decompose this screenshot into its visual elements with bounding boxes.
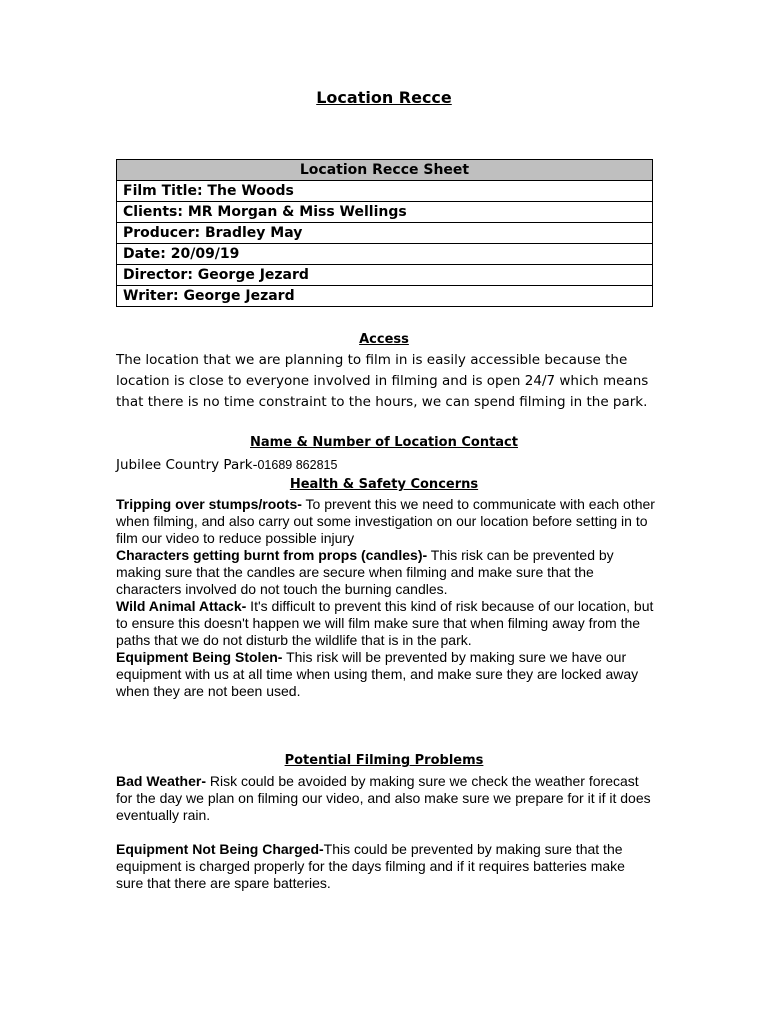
item-label: Wild Animal Attack- xyxy=(116,598,247,614)
list-item xyxy=(116,841,656,892)
health-safety-heading: Health & Safety Concerns xyxy=(289,477,479,492)
table-row xyxy=(117,202,653,223)
table-cell-date: Date: 20/09/19 xyxy=(117,244,653,265)
item-label: Tripping over stumps/roots- xyxy=(116,496,302,512)
table-cell-film-title: Film Title: The Woods xyxy=(117,181,653,202)
access-paragraph: The location that we are planning to film in is easily accessible because the location is close to everyone involved in filming and is open 24/7 which means that there is no time constraint to the hours, we can spend filming in the park. xyxy=(116,352,649,410)
list-item xyxy=(116,773,656,824)
filming-problems-heading: Potential Filming Problems xyxy=(284,753,484,768)
table-header-cell: Location Recce Sheet xyxy=(117,160,653,181)
list-item xyxy=(116,598,656,649)
item-label: Bad Weather- xyxy=(116,773,206,789)
table-row xyxy=(117,244,653,265)
list-item xyxy=(116,547,656,598)
contact-phone: 01689 862815 xyxy=(257,458,338,472)
list-item xyxy=(116,649,656,700)
item-text: To prevent this we need to communicate with each other when filming, and also carry out some investigation on our location before setting in to film our video to reduce possible injury xyxy=(116,496,655,546)
page-title: Location Recce xyxy=(316,88,452,107)
table-header-row xyxy=(117,160,653,181)
table-cell-producer: Producer: Bradley May xyxy=(117,223,653,244)
recce-sheet-table xyxy=(116,159,653,307)
item-text: Risk could be avoided by making sure we check the weather forecast for the day we plan on filming our video, and also make sure we prepare for it if it does eventually rain. xyxy=(116,773,651,823)
contact-line xyxy=(116,456,656,474)
health-safety-list xyxy=(116,496,656,700)
item-text: This could be prevented by making sure that the equipment is charged properly for the days filming and if it requires batteries make sure that there are spare batteries. xyxy=(116,841,625,891)
table-cell-clients: Clients: MR Morgan & Miss Wellings xyxy=(117,202,653,223)
table-row xyxy=(117,223,653,244)
item-text: It's difficult to prevent this kind of risk because of our location, but to ensure this doesn't happen we will film make sure that when filming away from the paths that we do not disturb the wildlife that is in the park. xyxy=(116,598,654,648)
item-text: This risk will be prevented by making sure we have our equipment with us at all time when using them, and make sure they are locked away when they are not been used. xyxy=(116,649,639,699)
contact-heading: Name & Number of Location Contact xyxy=(250,435,518,450)
table-cell-director: Director: George Jezard xyxy=(117,265,653,286)
access-heading: Access xyxy=(359,332,409,347)
spacer xyxy=(116,824,656,841)
table-cell-writer: Writer: George Jezard xyxy=(117,286,653,307)
table-row xyxy=(117,286,653,307)
item-text: This risk can be prevented by making sure that the candles are secure when filming and make sure that the characters involved do not touch the burning candles. xyxy=(116,547,614,597)
list-item xyxy=(116,496,656,547)
table-row xyxy=(117,181,653,202)
filming-problems-list xyxy=(116,773,656,892)
item-label: Equipment Not Being Charged- xyxy=(116,841,324,857)
contact-name: Jubilee Country Park- xyxy=(116,457,258,473)
item-label: Equipment Being Stolen- xyxy=(116,649,283,665)
table-row xyxy=(117,265,653,286)
item-label: Characters getting burnt from props (candles)- xyxy=(116,547,428,563)
